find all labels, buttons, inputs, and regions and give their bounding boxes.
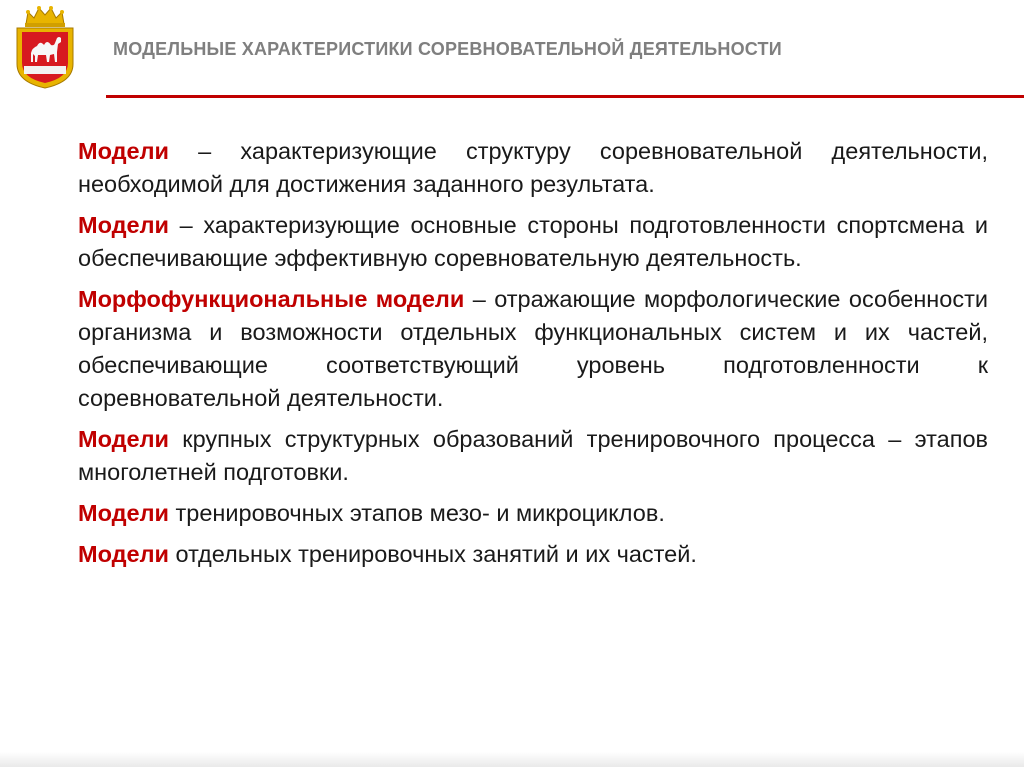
paragraph-lead: Модели [78, 541, 169, 567]
paragraph-lead: Модели [78, 426, 169, 452]
paragraph-6 [78, 538, 988, 571]
slide-title: МОДЕЛЬНЫЕ ХАРАКТЕРИСТИКИ СОРЕВНОВАТЕЛЬНОЙ ДЕЯТЕЛЬНОСТИ [113, 39, 782, 59]
paragraph-lead: Модели [78, 138, 169, 164]
paragraph-lead: Модели [78, 500, 169, 526]
paragraph-3 [78, 283, 988, 415]
coat-of-arms-icon [14, 4, 76, 90]
paragraph-text: – отражающие морфологические особенности организма и возможности отдельных функциональных систем и их частей, обеспечивающие соответствующий уровень подготовленности к соревновательной деятельности. [78, 286, 988, 411]
paragraph-text: – характеризующие структуру соревновательной деятельности, необходимой для достижения заданного результата. [78, 138, 988, 197]
slide-bottom-edge [0, 752, 1024, 767]
paragraph-text: – характеризующие основные стороны подготовленности спортсмена и обеспечивающие эффективную соревновательную деятельность. [78, 212, 988, 271]
paragraph-5 [78, 497, 988, 530]
paragraph-lead: Модели [78, 212, 169, 238]
paragraph-lead: Морфофункциональные модели [78, 286, 465, 312]
paragraph-1 [78, 135, 988, 201]
paragraph-4 [78, 423, 988, 489]
paragraph-text: отдельных тренировочных занятий и их частей. [168, 541, 697, 567]
paragraph-2 [78, 209, 988, 275]
content-body [78, 135, 988, 579]
paragraph-text: крупных структурных образований тренировочного процесса – этапов многолетней подготовки. [78, 426, 988, 485]
paragraph-text: тренировочных этапов мезо- и микроциклов. [168, 500, 665, 526]
title-divider [106, 95, 1024, 98]
